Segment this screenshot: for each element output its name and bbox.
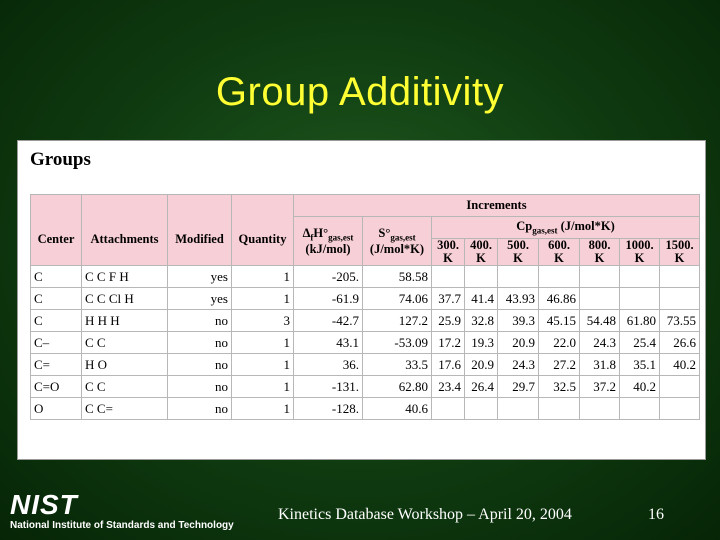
cell-center: C (31, 266, 82, 288)
cell-heat-capacity: 23.4 (432, 376, 465, 398)
cell-heat-capacity: 31.8 (580, 354, 620, 376)
header-temp: 600. K (539, 239, 580, 266)
cell-quantity: 1 (232, 354, 294, 376)
table-row (31, 376, 700, 398)
cell-entropy: 33.5 (363, 354, 432, 376)
cell-heat-capacity: 54.48 (580, 310, 620, 332)
header-attachments: Attachments (82, 195, 168, 266)
cell-heat-capacity (539, 266, 580, 288)
cell-heat-capacity (620, 266, 660, 288)
header-temp: 300. K (432, 239, 465, 266)
cell-heat-capacity (660, 398, 700, 420)
cell-heat-capacity: 40.2 (660, 354, 700, 376)
cell-modified: no (168, 354, 232, 376)
cell-heat-capacity (432, 266, 465, 288)
header-temp: 1000. K (620, 239, 660, 266)
cell-heat-capacity (580, 288, 620, 310)
cell-heat-capacity: 25.4 (620, 332, 660, 354)
page-number: 16 (648, 506, 664, 523)
cell-center: C=O (31, 376, 82, 398)
cell-heat-capacity (620, 398, 660, 420)
cell-attachments: C C (82, 376, 168, 398)
cell-modified: yes (168, 288, 232, 310)
cell-heat-capacity: 19.3 (465, 332, 498, 354)
cell-attachments: C C= (82, 398, 168, 420)
cell-heat-capacity: 26.6 (660, 332, 700, 354)
cell-attachments: H O (82, 354, 168, 376)
cell-heat-capacity: 24.3 (498, 354, 539, 376)
cell-entropy: 40.6 (363, 398, 432, 420)
header-temp: 400. K (465, 239, 498, 266)
cell-entropy: 74.06 (363, 288, 432, 310)
cell-enthalpy: 43.1 (294, 332, 363, 354)
cell-heat-capacity: 17.2 (432, 332, 465, 354)
cell-attachments: C C Cl H (82, 288, 168, 310)
cell-heat-capacity (465, 398, 498, 420)
cell-heat-capacity (498, 266, 539, 288)
cell-entropy: 127.2 (363, 310, 432, 332)
cell-heat-capacity: 25.9 (432, 310, 465, 332)
cell-enthalpy: 36. (294, 354, 363, 376)
cell-modified: no (168, 332, 232, 354)
cell-quantity: 1 (232, 376, 294, 398)
cell-heat-capacity: 37.2 (580, 376, 620, 398)
cell-center: O (31, 398, 82, 420)
cell-entropy: 62.80 (363, 376, 432, 398)
cell-heat-capacity: 37.7 (432, 288, 465, 310)
cell-entropy: -53.09 (363, 332, 432, 354)
slide-title: Group Additivity (215, 70, 505, 114)
cell-enthalpy: -128. (294, 398, 363, 420)
cell-heat-capacity: 20.9 (465, 354, 498, 376)
cell-heat-capacity: 26.4 (465, 376, 498, 398)
table-row (31, 266, 700, 288)
cell-enthalpy: -131. (294, 376, 363, 398)
cell-heat-capacity (660, 376, 700, 398)
groups-heading: Groups (30, 149, 91, 170)
cell-quantity: 1 (232, 398, 294, 420)
header-enthalpy: $\Delta_fH^\circ_{gas,est}$ (kJ/mol) (294, 217, 363, 266)
cell-attachments: H H H (82, 310, 168, 332)
cell-quantity: 1 (232, 266, 294, 288)
cell-quantity: 1 (232, 288, 294, 310)
cell-modified: no (168, 376, 232, 398)
cell-heat-capacity: 45.15 (539, 310, 580, 332)
header-temp: 1500. K (660, 239, 700, 266)
cell-center: C= (31, 354, 82, 376)
footer-text: Kinetics Database Workshop – April 20, 2004 (278, 506, 572, 523)
cell-heat-capacity: 32.8 (465, 310, 498, 332)
cell-heat-capacity: 43.93 (498, 288, 539, 310)
table-row (31, 354, 700, 376)
cell-heat-capacity (539, 398, 580, 420)
cell-heat-capacity (432, 398, 465, 420)
cell-heat-capacity: 27.2 (539, 354, 580, 376)
cell-heat-capacity: 41.4 (465, 288, 498, 310)
cell-quantity: 3 (232, 310, 294, 332)
header-entropy: $S^\circ_{gas,est}$ (J/mol*K) (363, 217, 432, 266)
cell-attachments: C C (82, 332, 168, 354)
table-row (31, 332, 700, 354)
nist-full-name: National Institute of Standards and Technology (10, 520, 234, 531)
cell-heat-capacity (580, 266, 620, 288)
header-quantity: Quantity (232, 195, 294, 266)
cell-center: C (31, 288, 82, 310)
cell-heat-capacity (660, 266, 700, 288)
cell-heat-capacity: 32.5 (539, 376, 580, 398)
cell-heat-capacity (465, 266, 498, 288)
header-center: Center (31, 195, 82, 266)
table-row (31, 398, 700, 420)
cell-attachments: C C F H (82, 266, 168, 288)
table-row (31, 310, 700, 332)
cell-heat-capacity (660, 288, 700, 310)
cell-heat-capacity (580, 398, 620, 420)
cell-enthalpy: -61.9 (294, 288, 363, 310)
header-increments: Increments (294, 195, 700, 217)
header-modified: Modified (168, 195, 232, 266)
nist-mark: NIST (10, 489, 78, 520)
cell-heat-capacity: 35.1 (620, 354, 660, 376)
header-heat-capacity: $Cp_{gas,est}$ (J/mol*K) (432, 217, 700, 239)
cell-center: C– (31, 332, 82, 354)
groups-panel (17, 140, 706, 460)
cell-heat-capacity (498, 398, 539, 420)
header-temp: 800. K (580, 239, 620, 266)
cell-modified: no (168, 398, 232, 420)
cell-heat-capacity: 24.3 (580, 332, 620, 354)
cell-heat-capacity: 46.86 (539, 288, 580, 310)
cell-heat-capacity: 73.55 (660, 310, 700, 332)
cell-heat-capacity: 17.6 (432, 354, 465, 376)
cell-heat-capacity: 61.80 (620, 310, 660, 332)
cell-heat-capacity: 39.3 (498, 310, 539, 332)
cell-center: C (31, 310, 82, 332)
nist-logo (10, 489, 234, 531)
cell-modified: no (168, 310, 232, 332)
header-temp: 500. K (498, 239, 539, 266)
cell-heat-capacity (620, 288, 660, 310)
table-row (31, 288, 700, 310)
cell-modified: yes (168, 266, 232, 288)
cell-heat-capacity: 40.2 (620, 376, 660, 398)
cell-quantity: 1 (232, 332, 294, 354)
cell-heat-capacity: 22.0 (539, 332, 580, 354)
cell-enthalpy: -42.7 (294, 310, 363, 332)
cell-heat-capacity: 29.7 (498, 376, 539, 398)
cell-entropy: 58.58 (363, 266, 432, 288)
cell-enthalpy: -205. (294, 266, 363, 288)
groups-table (30, 194, 700, 420)
cell-heat-capacity: 20.9 (498, 332, 539, 354)
